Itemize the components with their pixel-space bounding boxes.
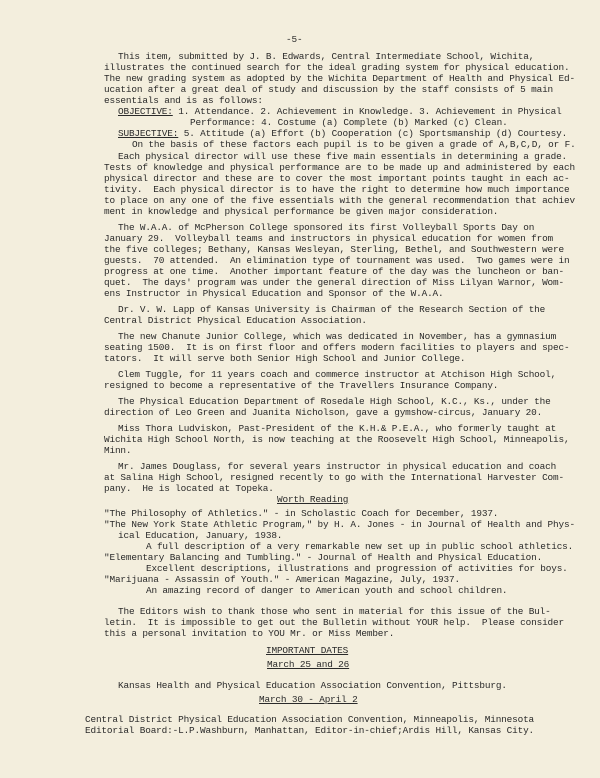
- reading-line: "Elementary Balancing and Tumbling." - Journal of Health and Physical Education.: [104, 552, 543, 563]
- waa-line: quet. The days' program was under the general direction of Miss Lilyan Warnor, Wom-: [104, 277, 564, 288]
- ludviskon-line: Minn.: [104, 445, 132, 456]
- intro-line: essentials and is as follows:: [104, 95, 263, 106]
- intro-line: illustrates the continued search for the ideal grading system for physical education.: [104, 62, 570, 73]
- intro-line: This item, submitted by J. B. Edwards, Central Intermediate School, Wichita,: [118, 51, 535, 62]
- grading-line: to place on any one of the five essentials with the general recommendation that achiev: [104, 195, 575, 206]
- reading-line: A full description of a very remarkable new set up in public school athletics.: [146, 541, 574, 552]
- tuggle-line: resigned to become a representative of the Travellers Insurance Company.: [104, 380, 499, 391]
- objective-line-2: Performance: 4. Costume (a) Complete (b) Marked (c) Clean.: [190, 117, 508, 128]
- event-2: Central District Physical Education Association Convention, Minneapolis, Minnesota: [85, 714, 535, 725]
- reading-line: ical Education, January, 1938.: [118, 530, 283, 541]
- douglass-line: pany. He is located at Topeka.: [104, 483, 274, 494]
- waa-line: ens Instructor in Physical Education and Sponsor of the W.A.A.: [104, 288, 444, 299]
- reading-line: An amazing record of danger to American youth and school children.: [146, 585, 508, 596]
- reading-line: Excellent descriptions, illustrations and progression of activities for boys.: [146, 563, 568, 574]
- editorial-board: Editorial Board:-L.P.Washburn, Manhattan, Editor-in-chief;Ardis Hill, Kansas City.: [85, 725, 535, 736]
- page-number: -5-: [286, 34, 303, 45]
- douglass-line: at Salina High School, resigned recently to go with the International Harvester Com-: [104, 472, 564, 483]
- douglass-line: Mr. James Douglass, for several years instructor in physical education and coach: [118, 461, 557, 472]
- chanute-line: The new Chanute Junior College, which was dedicated in November, has a gymnasium: [118, 331, 557, 342]
- reading-line: "The New York State Athletic Program," by H. A. Jones - in Journal of Health and Phys-: [104, 519, 575, 530]
- objective-line: [118, 106, 562, 117]
- waa-line: progress at one time. Another important feature of the day was the luncheon or ban-: [104, 266, 564, 277]
- rosedale-line: The Physical Education Department of Rosedale High School, K.C., Ks., under the: [118, 396, 551, 407]
- chanute-line: seating 1500. It is on first floor and offers modern facilities to players and spec-: [104, 342, 570, 353]
- ludviskon-line: Wichita High School North, is now teaching at the Roosevelt High School, Minneapolis,: [104, 434, 570, 445]
- waa-line: guests. 70 attended. An elimination type of tournament was used. Two games were in: [104, 255, 570, 266]
- grading-line: On the basis of these factors each pupil is to be given a grade of A,B,C,D, or F.: [132, 139, 576, 150]
- grading-line: Each physical director will use these five main essentials in determining a grade.: [118, 151, 568, 162]
- waa-line: The W.A.A. of McPherson College sponsored its first Volleyball Sports Day on: [118, 222, 535, 233]
- intro-line: ucation after a great deal of study and discussion by the staff consists of 5 main: [104, 84, 554, 95]
- worth-reading-heading: Worth Reading: [277, 494, 349, 505]
- grading-line: physical director and these are to cover the most important points taught in each ac-: [104, 173, 570, 184]
- chanute-line: tators. It will serve both Senior High School and Junior College.: [104, 353, 466, 364]
- objective-text: 1. Attendance. 2. Achievement in Knowledge. 3. Achievement in Physical: [172, 106, 562, 117]
- important-dates-heading: IMPORTANT DATES: [266, 645, 349, 656]
- reading-line: "Marijuana - Assassin of Youth." - American Magazine, July, 1937.: [104, 574, 460, 585]
- ludviskon-line: Miss Thora Ludviskon, Past-President of the K.H.& P.E.A., who formerly taught at: [118, 423, 557, 434]
- reading-line: "The Philosophy of Athletics." - in Scholastic Coach for December, 1937.: [104, 508, 499, 519]
- grading-line: tivity. Each physical director is to have the right to determine how much importance: [104, 184, 570, 195]
- subjective-text: 5. Attitude (a) Effort (b) Cooperation (c) Sportsmanship (d) Courtesy.: [178, 128, 568, 139]
- rosedale-line: direction of Leo Green and Juanita Nicholson, gave a gymshow-circus, January 20.: [104, 407, 543, 418]
- event-1: Kansas Health and Physical Education Association Convention, Pittsburg.: [118, 680, 507, 691]
- waa-line: January 29. Volleyball teams and instructors in physical education for women from: [104, 233, 554, 244]
- subjective-line: [118, 128, 567, 139]
- date-1: March 25 and 26: [267, 659, 350, 670]
- thanks-line: The Editors wish to thank those who sent in material for this issue of the Bul-: [118, 606, 551, 617]
- waa-line: the five colleges; Bethany, Kansas Wesleyan, Sterling, Bethel, and Southwestern were: [104, 244, 564, 255]
- date-2: March 30 - April 2: [259, 694, 358, 705]
- lapp-line: Central District Physical Education Association.: [104, 315, 367, 326]
- subjective-label: SUBJECTIVE:: [118, 128, 179, 139]
- thanks-line: letin. It is impossible to get out the Bulletin without YOUR help. Please consider: [104, 617, 564, 628]
- thanks-line: this a personal invitation to YOU Mr. or Miss Member.: [104, 628, 395, 639]
- lapp-line: Dr. V. W. Lapp of Kansas University is Chairman of the Research Section of the: [118, 304, 546, 315]
- grading-line: Tests of knowledge and physical performance are to be made up and administered by each: [104, 162, 575, 173]
- objective-label: OBJECTIVE:: [118, 106, 173, 117]
- tuggle-line: Clem Tuggle, for 11 years coach and commerce instructor at Atchison High School,: [118, 369, 557, 380]
- intro-line: The new grading system as adopted by the Wichita Department of Health and Physical Ed-: [104, 73, 575, 84]
- grading-line: ment in knowledge and physical performance be given major consideration.: [104, 206, 499, 217]
